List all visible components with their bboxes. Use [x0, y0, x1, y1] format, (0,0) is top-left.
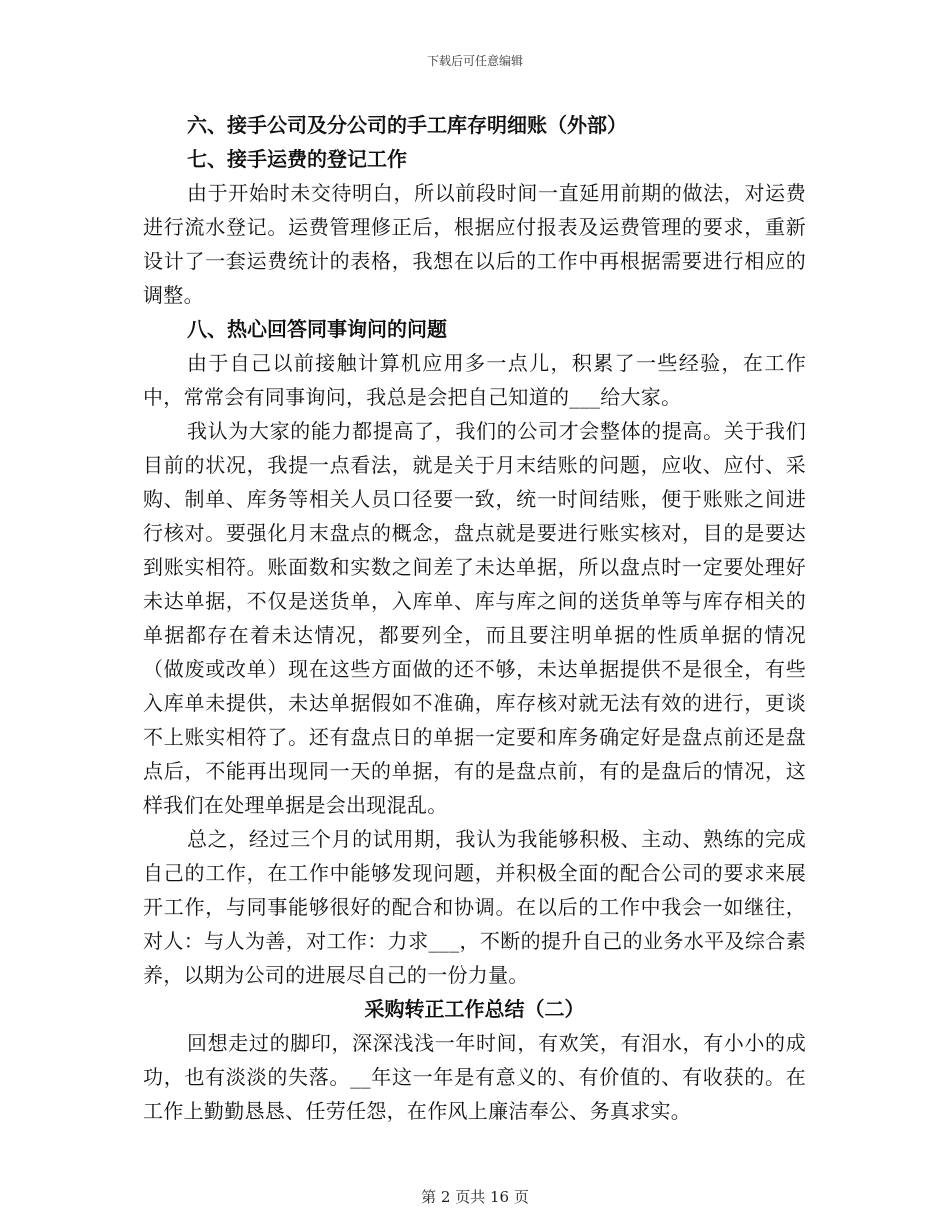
section-heading-6: 六、接手公司及分公司的手工库存明细账（外部） — [187, 113, 627, 137]
document-title-2: 采购转正工作总结（二） — [364, 997, 585, 1021]
paragraph-summary: 总之，经过三个月的试用期，我认为我能够积极、主动、熟练的完成自己的工作，在工作中能够发现问题，并积极全面的配合公司的要求来展开工作，与同事能够很好的配合和协调。在以后的工作中我会一如继往，对人：与人为善，对工作：力求___，不断的提升自己的业务水平及综合素养，以期为公司的进展尽自己的一份力量。 — [143, 827, 806, 987]
document-body — [143, 108, 806, 1128]
page-header: 下载后可任意编辑 — [426, 54, 523, 68]
section-heading-8: 八、热心回答同事询问的问题 — [187, 317, 447, 341]
section-heading-7: 七、接手运费的登记工作 — [187, 147, 407, 171]
paragraph-help-colleagues: 由于自己以前接触计算机应用多一点儿，积累了一些经验，在工作中，常常会有同事询问，我总是会把自己知道的___给大家。 — [143, 351, 806, 409]
paragraph-review: 回想走过的脚印，深深浅浅一年时间，有欢笑，有泪水，有小小的成功，也有淡淡的失落。__年这一年是有意义的、有价值的、有收获的。在工作上勤勤恳恳、任劳任怨，在作风上廉洁奉公、务真求实。 — [143, 1031, 806, 1123]
page-number: 第 2 页共 16 页 — [421, 1188, 529, 1206]
paragraph-freight: 由于开始时未交待明白，所以前段时间一直延用前期的做法，对运费进行流水登记。运费管理修正后，根据应付报表及运费管理的要求，重新设计了一套运费统计的表格，我想在以后的工作中再根据需要进行相应的调整。 — [143, 181, 806, 307]
paragraph-month-end: 我认为大家的能力都提高了，我们的公司才会整体的提高。关于我们目前的状况，我提一点看法，就是关于月末结账的问题，应收、应付、采购、制单、库务等相关人员口径要一致，统一时间结账，便于账账之间进行核对。要强化月末盘点的概念，盘点就是要进行账实核对，目的是要达到账实相符。账面数和实数之间差了未达单据，所以盘点时一定要处理好未达单据，不仅是送货单，入库单、库与库之间的送货单等与库存相关的单据都存在着未达情况，都要列全，而且要注明单据的性质单据的情况（做废或改单）现在这些方面做的还不够，未达单据提供不是很全，有些入库单未提供，未达单据假如不准确，库存核对就无法有效的进行，更谈不上账实相符了。还有盘点日的单据一定要和库务确定好是盘点前还是盘点后，不能再出现同一天的单据，有的是盘点前，有的是盘后的情况，这样我们在处理单据是会出现混乱。 — [143, 419, 806, 817]
